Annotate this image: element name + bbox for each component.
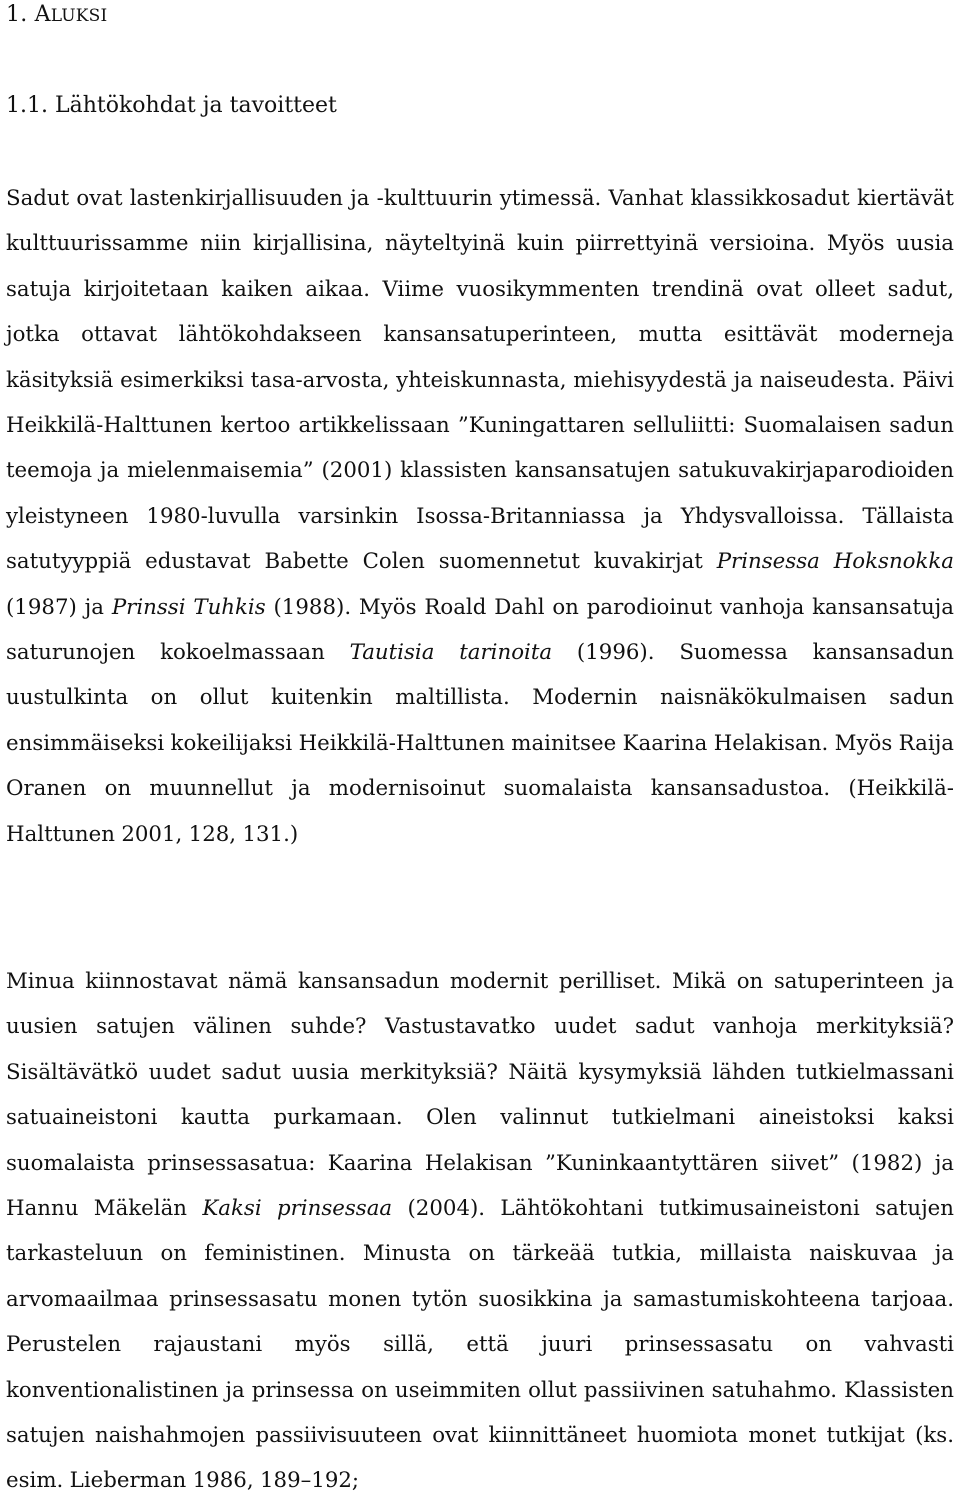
book-title-italic: Kaksi prinsessaa bbox=[202, 1196, 393, 1222]
paragraph-text: (2004). Lähtökohtani tutkimusaineistoni satujen tarkasteluun on feministinen. Minusta on tärkeää tutkia, millaista naiskuvaa ja arvomaailmaa prinsessasatu monen tytön suosikkina ja samastumiskohteena tarjoaa. Perustelen rajaustani myös sillä, että juuri prinsessasatu on vahvasti konventionalistinen ja prinsessa on useimmiten ollut passiivinen satuhahmo. Klassisten satujen naishahmojen passiivisuuteen ovat kiinnittäneet huomiota monet tutkijat (ks. esim. Lieberman 1986, 189–192; bbox=[6, 1196, 954, 1494]
paragraph-text: (1996). Suomessa kansansadun uustulkinta on ollut kuitenkin maltillista. Modernin naisnäkökulmaisen sadun ensimmäiseksi kokeilijaksi Heikkilä-Halttunen mainitsee Kaarina Helakisan. Myös Raija Oranen on muunnellut ja modernisoinut suomalaista kansansadustoa. (Heikkilä-Halttunen 2001, 128, 131.) bbox=[6, 640, 954, 847]
paragraph-text: (1988). Myös Roald Dahl on parodioinut vanhoja kansansatuja saturunojen kokoelmassaan bbox=[6, 594, 954, 666]
paragraph-text: Minua kiinnostavat nämä kansansadun modernit perilliset. Mikä on satuperinteen ja uusien satujen välinen suhde? Vastustavatko uudet sadut vanhoja merkityksiä? Sisältävätkö uudet sadut uusia merkityksiä? Näitä kysymyksiä lähden tutkielmassani satuaineistoni kautta purkamaan. Olen valinnut tutkielmani aineistoksi kaksi suomalaista prinsessasatua: Kaarina Helakisan ”Kuninkaantyttären siivet” (1982) ja Hannu Mäkelän bbox=[6, 969, 954, 1222]
chapter-heading bbox=[6, 2, 107, 29]
chapter-number: 1. bbox=[6, 2, 35, 27]
body-paragraph-1 bbox=[6, 176, 954, 857]
book-title-italic: Tautisia tarinoita bbox=[349, 640, 553, 666]
section-heading: 1.1. Lähtökohdat ja tavoitteet bbox=[6, 93, 337, 118]
book-title-italic: Prinssi Tuhkis bbox=[111, 594, 266, 620]
body-paragraph-2 bbox=[6, 959, 954, 1504]
paragraph-text: (1987) ja bbox=[6, 594, 112, 620]
paragraph-text: Sadut ovat lastenkirjallisuuden ja -kulttuurin ytimessä. Vanhat klassikkosadut kiertävät kulttuurissamme niin kirjallisina, näyteltyinä kuin piirrettyinä versioina. Myös uusia satuja kirjoitetaan kaiken aikaa. Viime vuosikymmenten trendinä ovat olleet sadut, jotka ottavat lähtökohdakseen kansansatuperinteen, mutta esittävät moderneja käsityksiä esimerkiksi tasa-arvosta, yhteiskunnasta, miehisyydestä ja naiseudesta. Päivi Heikkilä-Halttunen kertoo artikkelissaan ”Kuningattaren selluliitti: Suomalaisen sadun teemoja ja mielenmaisemia” (2001) klassisten kansansatujen satukuvakirjaparodioiden yleistyneen 1980-luvulla varsinkin Isossa-Britanniassa ja Yhdysvalloissa. Tällaista satutyyppiä edustavat Babette Colen suomennetut kuvakirjat bbox=[6, 186, 954, 575]
chapter-title-initial: A bbox=[34, 2, 51, 27]
chapter-title-rest: LUKSI bbox=[50, 6, 108, 26]
book-title-italic: Prinsessa Hoksnokka bbox=[716, 549, 954, 575]
